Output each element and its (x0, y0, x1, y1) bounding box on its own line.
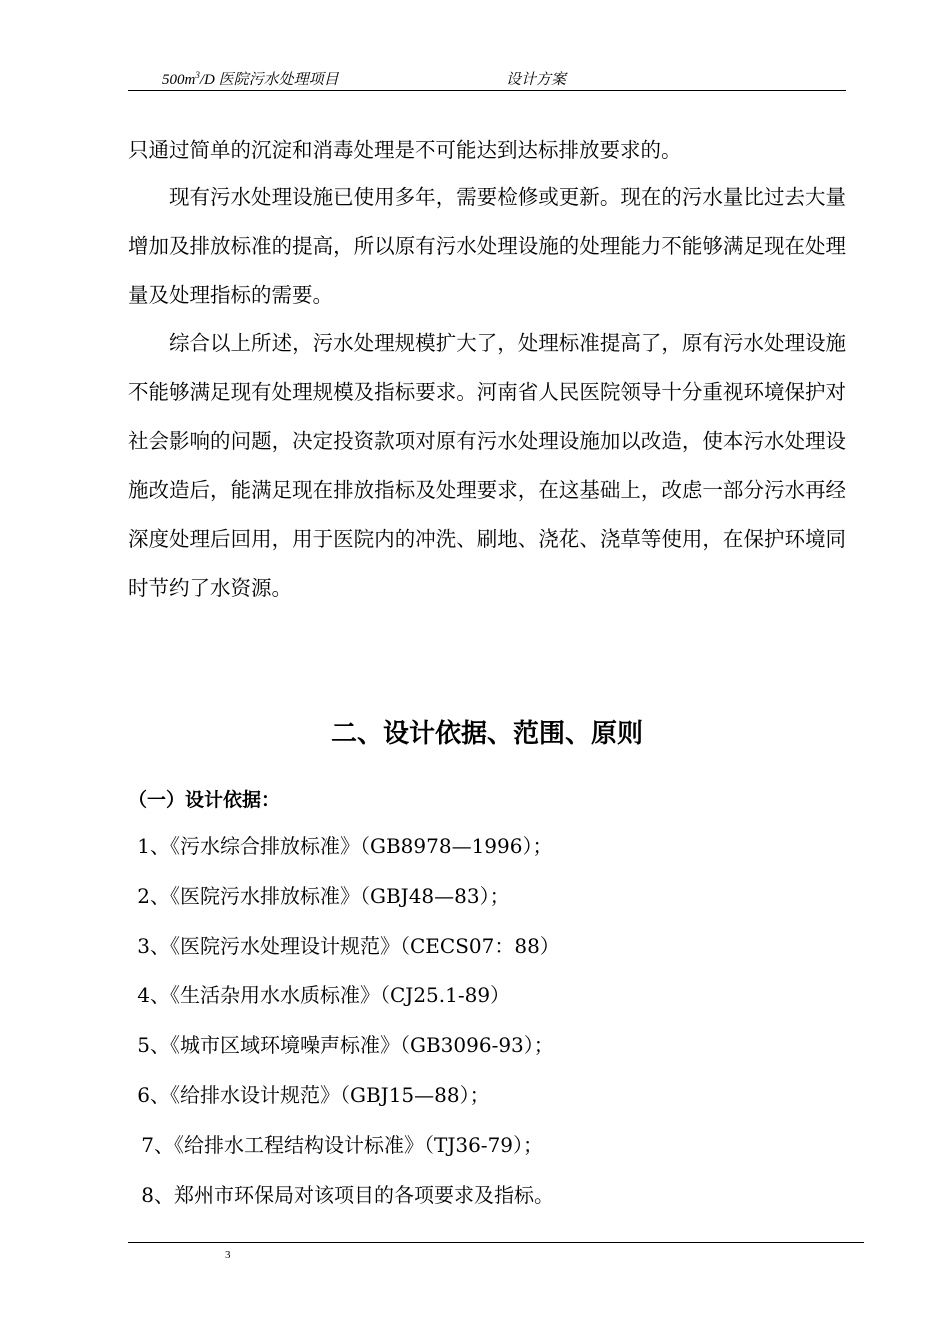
list-item-number: 3 (137, 933, 150, 958)
page-number: 3 (225, 1249, 231, 1261)
list-item-text: 、《医院污水处理设计规范》（CECS07：88） (150, 933, 560, 958)
list-item-text: 、《城市区域环境噪声标准》（GB3096-93）； (150, 1033, 554, 1058)
list-item-number: 8 (141, 1182, 154, 1207)
list-item-number: 5 (137, 1033, 150, 1058)
list-item-text: 、《给排水设计规范》（GBJ15—88）； (150, 1082, 490, 1107)
list-item-number: 7 (141, 1132, 154, 1157)
list-item-number: 6 (137, 1082, 150, 1107)
paragraph-1: 只通过简单的沉淀和消毒处理是不可能达到达标排放要求的。 (128, 138, 682, 162)
list-item-text: 、《医院污水排放标准》（GBJ48—83）； (150, 883, 510, 908)
header-document-type: 设计方案 (506, 72, 567, 88)
list-item (128, 1171, 560, 1221)
list-item-text: 、郑州市环保局对该项目的各项要求及指标。 (154, 1182, 554, 1207)
list-item (128, 1021, 560, 1071)
list-item (128, 971, 560, 1021)
paragraph-3: 综合以上所述，污水处理规模扩大了，处理标准提高了，原有污水处理设施不能够满足现有处理规模及指标要求。河南省人民医院领导十分重视环境保护对社会影响的问题，决定投资款项对原有污水处理设施加以改造，使本污水处理设施改造后，能满足现在排放指标及处理要求，在这基础上，改虑一部分污水再经深度处理后回用，用于医院内的冲洗、刷地、浇花、浇草等使用，在保护环境同时节约了水资源。 (128, 331, 846, 600)
list-item (128, 1071, 560, 1121)
list-item-text: 、《生活杂用水水质标准》（CJ25.1-89） (150, 983, 511, 1008)
list-item-number: 4 (137, 983, 150, 1008)
list-item (128, 1121, 560, 1171)
subsection-title: （一）设计依据： (128, 789, 281, 811)
list-item-text: 、《污水综合排放标准》（GB8978—1996）； (150, 834, 553, 858)
header-project-title: $500m^3/D$ 医院污水处理项目 (162, 70, 339, 88)
paragraph-2: 现有污水处理设施已使用多年，需要检修或更新。现在的污水量比过去大量增加及排放标准的提高，所以原有污水处理设施的处理能力不能够满足现在处理量及处理指标的需要。 (128, 185, 846, 307)
list-item (128, 822, 560, 872)
list-item (128, 922, 560, 972)
list-item-text: 、《给排水工程结构设计标准》（TJ36-79）； (154, 1132, 544, 1157)
section-title: 二、设计依据、范围、原则 (330, 719, 643, 749)
list-item-number: 2 (137, 883, 150, 908)
footer-divider (128, 1242, 864, 1243)
list-item-number: 1 (137, 834, 150, 858)
list-item (128, 872, 560, 922)
page-header (128, 64, 846, 91)
design-basis-list (128, 822, 560, 1220)
